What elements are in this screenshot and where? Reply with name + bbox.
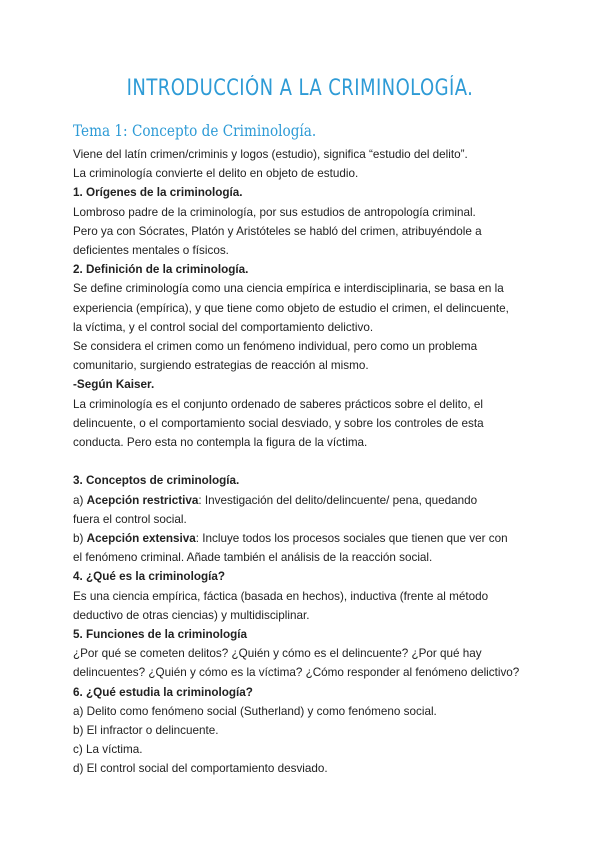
paragraph-line: Pero ya con Sócrates, Platón y Aristóteles se habló del crimen, atribuyéndole a (73, 224, 482, 238)
term-restrictive: Acepción restrictiva (86, 493, 199, 507)
list-marker: a) (73, 493, 87, 507)
section-heading-study: 6. ¿Qué estudia la criminología? (73, 685, 253, 699)
topic-heading: Tema 1: Concepto de Criminología. (73, 121, 317, 140)
paragraph-line: fuera el control social. (73, 512, 187, 526)
paragraph-line: deficientes mentales o físicos. (73, 244, 229, 258)
paragraph-line (73, 529, 543, 548)
paragraph-line: La criminología es el conjunto ordenado de saberes prácticos sobre el delito, el (73, 397, 483, 411)
term-extensive: Acepción extensiva (86, 532, 196, 546)
paragraph-line: deductivo de otras ciencias) y multidisciplinar. (73, 608, 310, 622)
section-heading-what-is: 4. ¿Qué es la criminología? (73, 570, 225, 584)
paragraph-line: Es una ciencia empírica, fáctica (basada en hechos), inductiva (frente al método (73, 589, 489, 603)
list-marker: b) (73, 532, 87, 546)
paragraph-line: Viene del latín crimen/criminis y logos (estudio), significa “estudio del delito”. (73, 148, 468, 161)
section-heading-definition: 2. Definición de la criminología. (73, 263, 249, 277)
paragraph-line: La criminología convierte el delito en objeto de estudio. (73, 167, 359, 181)
paragraph-line: comunitario, surgiendo estrategias de reacción al mismo. (73, 359, 369, 373)
section-heading-origins: 1. Orígenes de la criminología. (73, 186, 243, 200)
paragraph-line: delincuente, o el comportamiento social desviado, y sobre los controles de esta (73, 416, 484, 430)
paragraph-line: experiencia (empírica), y que tiene como objeto de estudio el crimen, el delincuente, (73, 301, 509, 315)
paragraph-line: Lombroso padre de la criminología, por sus estudios de antropología criminal. (73, 205, 476, 219)
blank-line (73, 452, 543, 471)
paragraph-line: delincuentes? ¿Quién y cómo es la víctima? ¿Cómo responder al fenómeno delictivo? (73, 666, 520, 680)
section-heading-functions: 5. Funciones de la criminología (73, 628, 248, 642)
paragraph-line (73, 491, 543, 510)
section-heading-concepts: 3. Conceptos de criminología. (73, 474, 240, 488)
list-item: d) El control social del comportamiento desviado. (73, 762, 328, 776)
list-item: a) Delito como fenómeno social (Sutherland) y como fenómeno social. (73, 704, 437, 718)
list-item: b) El infractor o delincuente. (73, 724, 219, 738)
document-title: INTRODUCCIÓN A LA CRIMINOLOGÍA. (126, 76, 474, 101)
paragraph-line: ¿Por qué se cometen delitos? ¿Quién y cómo es el delincuente? ¿Por qué hay (73, 647, 482, 661)
term-description: : Incluye todos los procesos sociales que tienen que ver con (195, 532, 508, 546)
section-heading-kaiser: -Según Kaiser. (73, 378, 155, 392)
paragraph-line: Se considera el crimen como un fenómeno individual, pero como un problema (73, 340, 478, 354)
paragraph-line: conducta. Pero esta no contempla la figura de la víctima. (73, 436, 368, 450)
paragraph-line: la víctima, y el control social del comportamiento delictivo. (73, 320, 374, 334)
list-item: c) La víctima. (73, 743, 143, 757)
paragraph-line: el fenómeno criminal. Añade también el análisis de la reacción social. (73, 551, 433, 565)
paragraph-line: Se define criminología como una ciencia empírica e interdisciplinaria, se basa en la (73, 282, 504, 296)
term-description: : Investigación del delito/delincuente/ pena, quedando (198, 493, 478, 507)
document-body (73, 145, 543, 779)
